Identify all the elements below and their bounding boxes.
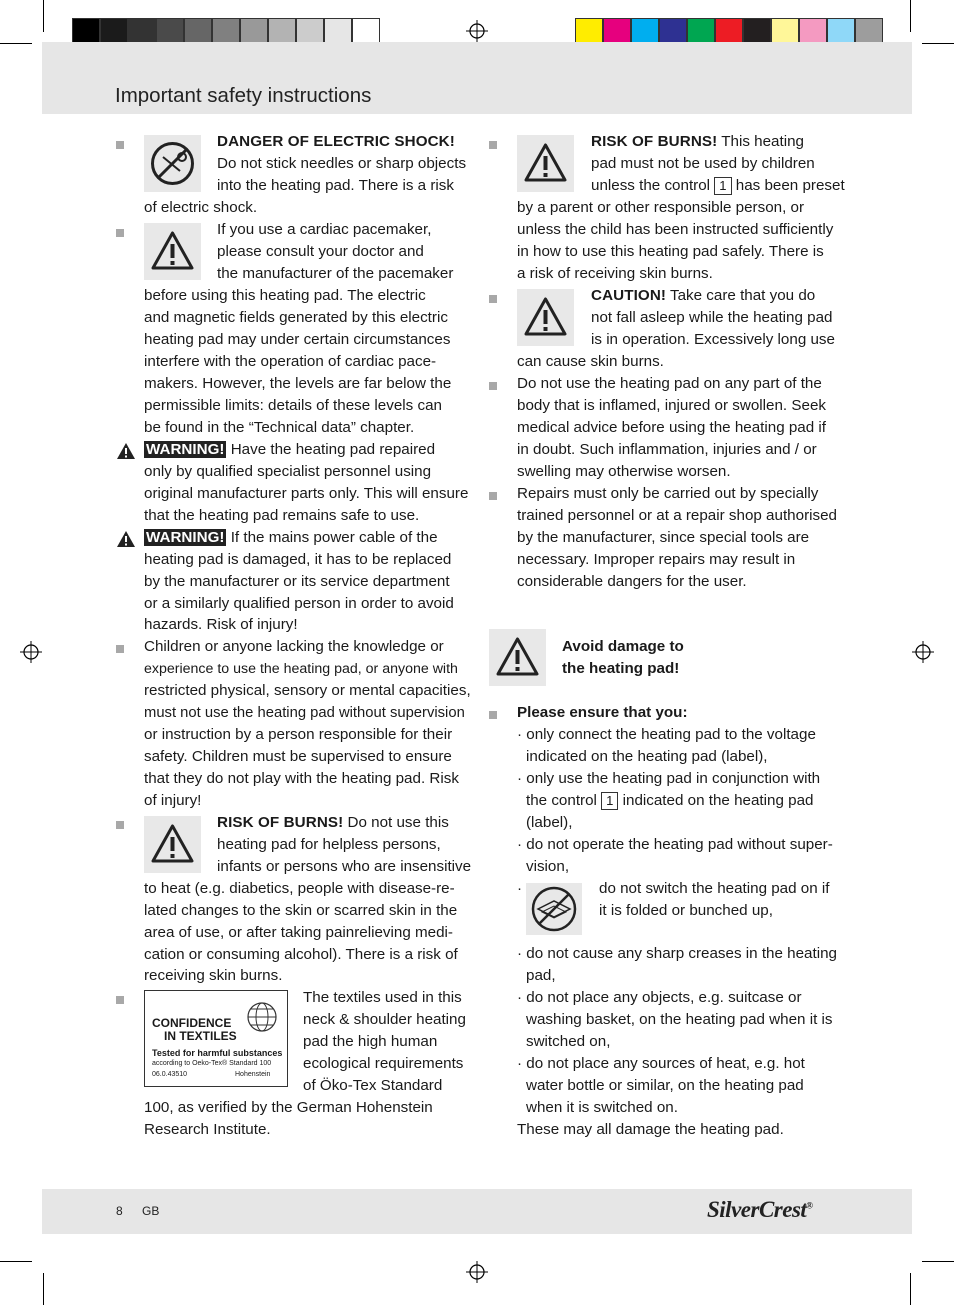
crop-mark [922, 1261, 954, 1262]
list-item: · do not place any objects, e.g. suitcase or [517, 989, 802, 1006]
list-dot: · [517, 880, 523, 897]
list-item: · do not operate the heating pad without super- [517, 836, 833, 853]
list-item: pad, [526, 967, 556, 984]
text-line: the manufacturer of the pacemaker [217, 265, 454, 282]
brand-mark: ® [806, 1200, 813, 1211]
text-line: to heat (e.g. diabetics, people with disease-re- [144, 880, 455, 897]
text-line: only by qualified specialist personnel using [144, 463, 432, 480]
registration-mark-icon [466, 1261, 488, 1283]
logo-institute: Hohenstein [235, 1071, 271, 1078]
text-line: permissible limits: details of these levels can [144, 397, 442, 414]
bullet [489, 492, 497, 500]
text-line: into the heating pad. There is a risk [217, 177, 454, 194]
text-line: of injury! [144, 792, 202, 809]
crop-mark [910, 0, 911, 32]
warning-triangle-icon [517, 289, 574, 346]
burns-heading: RISK OF BURNS! [217, 814, 344, 831]
text-line: original manufacturer parts only. This will ensure [144, 485, 469, 502]
text-line: Have the heating pad repaired [230, 441, 436, 458]
text-line: by a parent or other responsible person, or [517, 199, 805, 216]
text-line: Take care that you do [670, 287, 816, 304]
text-line: or instruction by a person responsible for their [144, 726, 453, 743]
text-line: necessary. Improper repairs may result in [517, 551, 796, 568]
text-line: makers. However, the levels are far below the [144, 375, 452, 392]
text-line: and magnetic fields generated by this electric [144, 309, 448, 326]
text-line: trained personnel or at a repair shop authorised [517, 507, 837, 524]
text-line: ecological requirements [303, 1055, 464, 1072]
registration-mark-icon [466, 20, 488, 42]
crop-mark [910, 1273, 911, 1305]
page-title: Important safety instructions [115, 84, 372, 107]
registration-mark-icon [20, 641, 42, 663]
text-line: restricted physical, sensory or mental capacities, [144, 682, 471, 699]
control-reference: 1 [714, 177, 731, 195]
list-item: · only connect the heating pad to the voltage [517, 726, 816, 743]
text-line: pad must not be used by children [591, 155, 815, 172]
text-line: that the heating pad remains safe to use. [144, 507, 420, 524]
warning-small-icon [116, 442, 136, 460]
bullet [489, 382, 497, 390]
crop-mark [43, 0, 44, 32]
text-line: medical advice before using the heating pad if [517, 419, 827, 436]
logo-number: 06.0.43510 [152, 1071, 188, 1078]
text-line: a risk of receiving skin burns. [517, 265, 713, 282]
bullet [489, 711, 497, 719]
warning-label: WARNING! [146, 529, 225, 546]
text-line: can cause skin burns. [517, 353, 664, 370]
oeko-tex-logo [144, 990, 288, 1087]
text-line: experience to use the heating pad, or anyone with [144, 661, 458, 677]
list-item: the control [526, 792, 597, 809]
caution-heading: CAUTION! [591, 287, 667, 304]
closing-line: These may all damage the heating pad. [517, 1121, 784, 1138]
crop-mark [0, 1261, 32, 1262]
crop-mark [922, 43, 954, 44]
text-line: unless the child has been instructed sufficiently [517, 221, 834, 238]
text-line: interfere with the operation of cardiac pace- [144, 353, 437, 370]
brand-name: SilverCrest [707, 1197, 807, 1222]
list-item: · only use the heating pad in conjunction with [517, 770, 821, 787]
warning-small-icon [116, 530, 136, 548]
text-line: cation or consuming alcohol). There is a risk of [144, 946, 458, 963]
list-item: indicated on the heating pad [622, 792, 814, 809]
text-line: in how to use this heating pad safely. There is [517, 243, 824, 260]
text-line: Research Institute. [144, 1121, 271, 1138]
crop-mark [0, 43, 32, 44]
text-line: infants or persons who are insensitive [217, 858, 472, 875]
bullet [116, 141, 124, 149]
text-line: pad the high human [303, 1033, 438, 1050]
list-item: it is folded or bunched up, [599, 902, 773, 919]
ensure-heading: Please ensure that you: [517, 704, 688, 721]
text-line: This heating [721, 133, 804, 150]
text-line: body that is inflamed, injured or swollen. Seek [517, 397, 826, 414]
text-line: not fall asleep while the heating pad [591, 309, 833, 326]
no-folding-icon [526, 883, 582, 935]
text-line: Do not use the heating pad on any part of the [517, 375, 822, 392]
text-line: 100, as verified by the German Hohenstein [144, 1099, 433, 1116]
text-line: heating pad may under certain circumstances [144, 331, 451, 348]
text-line: or a similarly qualified person in order to avoid [144, 595, 454, 612]
list-item: when it is switched on. [526, 1099, 678, 1116]
list-item: water bottle or similar, on the heating pad [526, 1077, 804, 1094]
text-line: hazards. Risk of injury! [144, 616, 298, 633]
text-line: of Öko-Tex Standard [303, 1077, 443, 1094]
bullet [489, 141, 497, 149]
no-sharp-objects-icon [144, 135, 201, 192]
warning-triangle-icon [517, 135, 574, 192]
text-line: by the manufacturer or its service department [144, 573, 450, 590]
list-item: · do not place any sources of heat, e.g. hot [517, 1055, 805, 1072]
bullet [116, 645, 124, 653]
warning-triangle-icon [489, 629, 546, 686]
burns-heading: RISK OF BURNS! [591, 133, 718, 150]
danger-heading: DANGER OF ELECTRIC SHOCK! [217, 133, 455, 150]
text-line: unless the control [591, 177, 711, 194]
text-line: of electric shock. [144, 199, 258, 216]
text-line: considerable dangers for the user. [517, 573, 747, 590]
registration-mark-icon [912, 641, 934, 663]
warning-triangle-icon [144, 223, 201, 280]
text-line: The textiles used in this [303, 989, 462, 1006]
text-line: safety. Children must be supervised to ensure [144, 748, 452, 765]
warning-triangle-icon [144, 816, 201, 873]
text-line: that they do not play with the heating pad. Risk [144, 770, 459, 787]
control-reference: 1 [601, 792, 618, 810]
brand-logo [707, 1197, 813, 1223]
logo-subtitle: Tested for harmful substances [152, 1048, 283, 1058]
text-line: is in operation. Excessively long use [591, 331, 835, 348]
text-line: heating pad is damaged, it has to be replaced [144, 551, 452, 568]
list-item: washing basket, on the heating pad when it is [526, 1011, 833, 1028]
globe-icon [242, 995, 282, 1039]
bullet [116, 821, 124, 829]
text-line: please consult your doctor and [217, 243, 424, 260]
page-number: 8 [116, 1204, 123, 1218]
list-item: switched on, [526, 1033, 611, 1050]
text-line: Do not use this [347, 814, 449, 831]
bullet [489, 295, 497, 303]
section-heading: Avoid damage to [562, 638, 684, 655]
text-line: before using this heating pad. The electric [144, 287, 426, 304]
logo-title-2: IN TEXTILES [164, 1029, 237, 1043]
text-line: Repairs must only be carried out by specially [517, 485, 819, 502]
country-code: GB [142, 1204, 160, 1218]
text-line: be found in the “Technical data” chapter. [144, 419, 415, 436]
list-item: indicated on the heating pad (label), [526, 748, 768, 765]
text-line: neck & shoulder heating [303, 1011, 466, 1028]
section-heading: the heating pad! [562, 660, 680, 677]
text-line: swelling may otherwise worsen. [517, 463, 731, 480]
text-line: Do not stick needles or sharp objects [217, 155, 467, 172]
bullet [116, 996, 124, 1004]
bullet [116, 229, 124, 237]
text-line: Children or anyone lacking the knowledge or [144, 638, 444, 655]
warning-label: WARNING! [146, 441, 225, 458]
logo-title: CONFIDENCE [152, 1016, 232, 1030]
text-line: receiving skin burns. [144, 967, 283, 984]
list-item: vision, [526, 858, 570, 875]
crop-mark [43, 1273, 44, 1305]
text-line: has been preset [735, 177, 845, 194]
text-line: area of use, or after taking painrelieving medi- [144, 924, 453, 941]
text-line: lated changes to the skin or scarred skin in the [144, 902, 458, 919]
list-item: · do not cause any sharp creases in the heating [517, 945, 837, 962]
list-item: do not switch the heating pad on if [599, 880, 830, 897]
text-line: heating pad for helpless persons, [217, 836, 441, 853]
text-line: If the mains power cable of the [230, 529, 438, 546]
list-item: (label), [526, 814, 573, 831]
text-line: If you use a cardiac pacemaker, [217, 221, 432, 238]
text-line: must not use the heating pad without supervision [144, 705, 465, 721]
text-line: in doubt. Such inflammation, injuries and / or [517, 441, 817, 458]
text-line: by the manufacturer, since special tools are [517, 529, 810, 546]
logo-standard: according to Oeko-Tex® Standard 100 [152, 1060, 272, 1067]
